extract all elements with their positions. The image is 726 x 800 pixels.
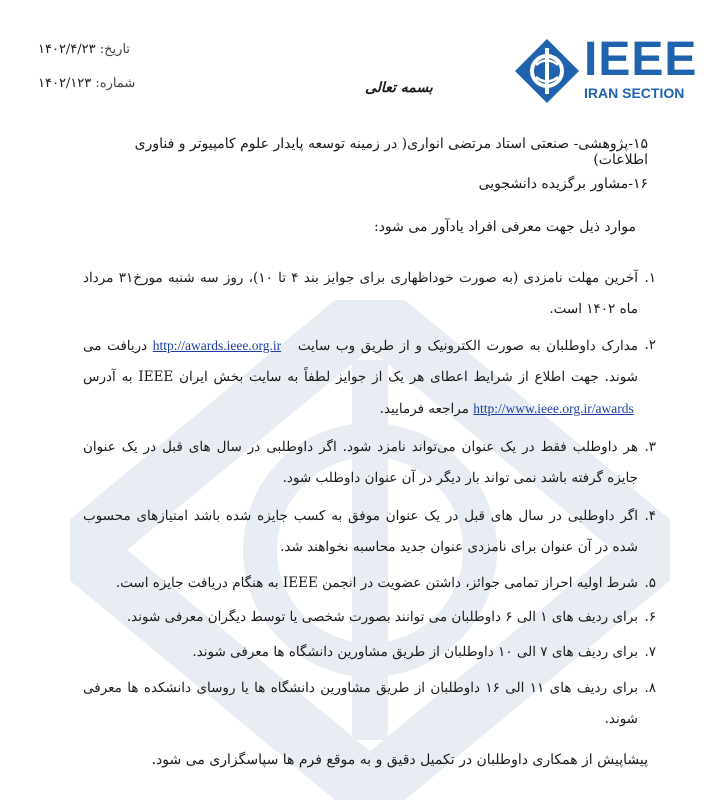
closing-text: پیشاپیش از همکاری داوطلبان در تکمیل دقیق و به موقع فرم ها سپاسگزاری می شود. — [151, 752, 648, 768]
item-text: اگر داوطلبی در سال های قبل در یک عنوان موفق به کسب جایزه شده باشد امتیازهای محسوب شده در آن عنوان برای نامزدی عنوان جدید محاسبه نخواهند شد. — [83, 508, 638, 555]
item-text: هر داوطلب فقط در یک عنوان می‌تواند نامزد شود. اگر داوطلبی در سال های قبل در یک عنوان جایزه گرفته باشد نمی تواند بار دیگر در آن عنوان داوطلب شود. — [83, 439, 638, 486]
item-number: ۲. — [644, 337, 656, 353]
ieee-awards-link[interactable]: http://www.ieee.org.ir/awards — [473, 401, 634, 416]
intro-text: موارد ذیل جهت معرفی افراد یادآور می شود: — [373, 219, 636, 235]
ieee-iran-section-logo — [514, 33, 700, 106]
number-line — [38, 76, 135, 91]
list-item — [83, 602, 656, 633]
list-item — [83, 501, 656, 563]
item-text: برای ردیف های ۷ الی ۱۰ داوطلبان از طریق مشاورین دانشگاه ها معرفی شوند. — [192, 644, 638, 660]
item-text: دریافت می شوند. جهت اطلاع از شرایط اعطای هر یک از جوایز لطفاً به سایت بخش ایران IEEE به آدرس — [83, 338, 638, 385]
award-line-16: ۱۶-مشاور برگزیده دانشجویی — [478, 176, 648, 192]
item-number: ۷. — [644, 644, 656, 660]
item-number: ۴. — [644, 508, 656, 524]
list-item — [83, 330, 656, 425]
award-line-15: ۱۵-پژوهشی- صنعتی استاد مرتضی انواری( در زمینه توسعه پایدار علوم کامپیوتر و فناوری اطلاعات) — [134, 136, 648, 168]
item-text: برای ردیف های ۱۱ الی ۱۶ داوطلبان از طریق مشاورین دانشگاه ها یا روسای دانشکده ها معرفی شوند. — [83, 680, 638, 727]
item-number: ۳. — [644, 439, 656, 455]
item-text: مدارک داوطلبان به صورت الکترونیک و از طریق وب سایت — [297, 338, 639, 354]
list-item — [83, 432, 656, 494]
item-text: برای ردیف های ۱ الی ۶ داوطلبان می توانند بصورت شخصی یا توسط دیگران معرفی شوند. — [126, 609, 638, 625]
list-item — [83, 568, 656, 599]
item-number: ۵. — [644, 575, 656, 591]
item-number: ۱. — [644, 270, 656, 286]
list-item — [83, 673, 656, 735]
item-text: شرط اولیه احراز تمامی جوائز، داشتن عضویت در انجمن IEEE به هنگام دریافت جایزه است. — [115, 575, 638, 591]
item-text: مراجعه فرمایید. — [379, 401, 469, 417]
logo-ieee-text: IEEE — [584, 33, 698, 86]
page-title: بسمه تعالی — [365, 80, 433, 96]
list-item — [83, 263, 656, 325]
item-text: آخرین مهلت نامزدی (به صورت خوداظهاری برای جوایز بند ۴ تا ۱۰)، روز سه شنبه مورخ۳۱ مرداد ماه ۱۴۰۲ است. — [83, 270, 638, 317]
number-value: ۱۴۰۲/۱۲۳ — [38, 76, 92, 91]
awards-site-link[interactable]: http://awards.ieee.org.ir — [152, 338, 282, 353]
item-number: ۶. — [644, 609, 656, 625]
ieee-diamond-icon — [514, 38, 580, 104]
list-item — [83, 637, 656, 668]
date-label: تاریخ: — [99, 42, 131, 57]
logo-section-text: IRAN SECTION — [584, 85, 685, 101]
item-number: ۸. — [644, 680, 656, 696]
date-value: ۱۴۰۲/۴/۲۳ — [38, 42, 96, 57]
number-label: شماره: — [95, 76, 136, 91]
date-line — [38, 42, 130, 57]
